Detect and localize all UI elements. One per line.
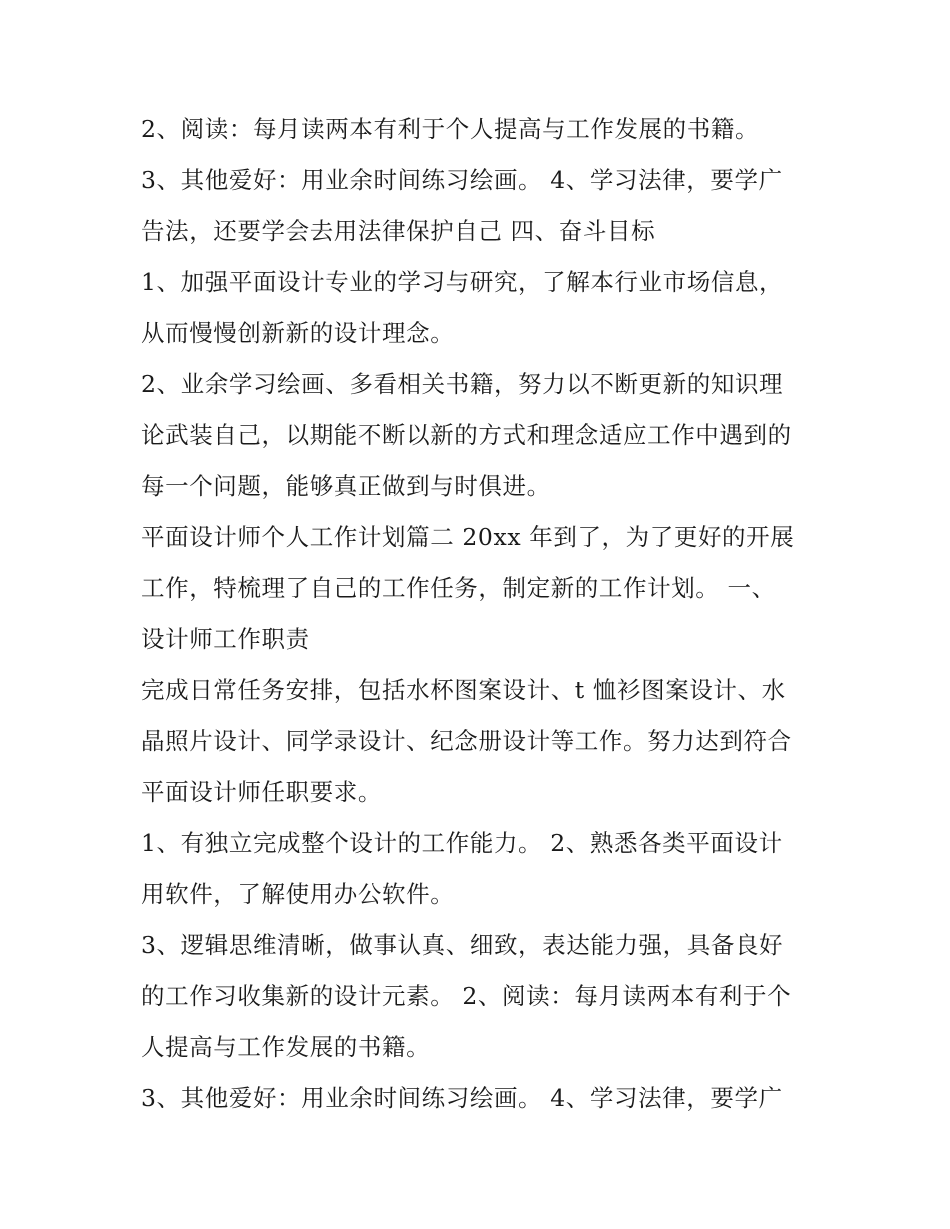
text-line: 每一个问题，能够真正做到与时俱进。 bbox=[141, 472, 551, 500]
text-line: 2、阅读：每月读两本有利于个人提高与工作发展的书籍。 bbox=[141, 115, 760, 143]
text-line: 用软件，了解使用办公软件。 bbox=[141, 880, 455, 908]
text-line: 的工作习收集新的设计元素。 2、阅读：每月读两本有利于个 bbox=[141, 982, 792, 1010]
text-line: 设计师工作职责 bbox=[141, 625, 310, 653]
text-line: 完成日常任务安排，包括水杯图案设计、t 恤衫图案设计、水 bbox=[141, 676, 786, 704]
text-line: 平面设计师个人工作计划篇二 20xx 年到了，为了更好的开展 bbox=[141, 523, 795, 551]
text-line: 晶照片设计、同学录设计、纪念册设计等工作。努力达到符合 bbox=[141, 727, 792, 755]
text-line: 平面设计师任职要求。 bbox=[141, 778, 382, 806]
text-line: 3、其他爱好：用业余时间练习绘画。 4、学习法律，要学广 bbox=[141, 1084, 783, 1112]
text-line: 1、加强平面设计专业的学习与研究，了解本行业市场信息， bbox=[141, 268, 784, 296]
text-line: 告法，还要学会去用法律保护自己 四、奋斗目标 bbox=[141, 217, 656, 245]
text-line: 论武装自己，以期能不断以新的方式和理念适应工作中遇到的 bbox=[141, 421, 792, 449]
text-line: 3、其他爱好：用业余时间练习绘画。 4、学习法律，要学广 bbox=[141, 166, 783, 194]
text-line: 2、业余学习绘画、多看相关书籍，努力以不断更新的知识理 bbox=[141, 370, 784, 398]
text-line: 工作，特梳理了自己的工作任务，制定新的工作计划。 一、 bbox=[141, 574, 776, 602]
text-line: 1、有独立完成整个设计的工作能力。 2、熟悉各类平面设计 bbox=[141, 829, 783, 857]
text-line: 3、逻辑思维清晰，做事认真、细致，表达能力强，具备良好 bbox=[141, 931, 784, 959]
text-line: 人提高与工作发展的书籍。 bbox=[141, 1033, 431, 1061]
document-body bbox=[141, 104, 831, 1124]
text-line: 从而慢慢创新新的设计理念。 bbox=[141, 319, 455, 347]
